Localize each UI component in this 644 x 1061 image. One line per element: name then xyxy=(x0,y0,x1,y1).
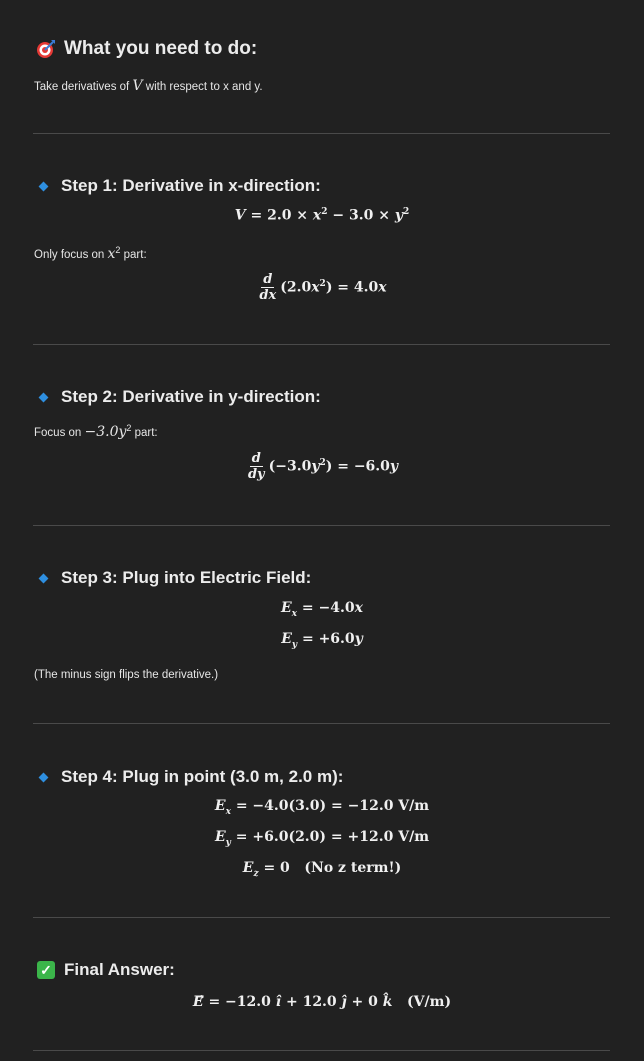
final-answer-heading xyxy=(37,960,175,980)
section-heading-task xyxy=(36,38,257,60)
step-2-note: Focus on $-3.0y^2$ part: xyxy=(34,423,158,440)
divider xyxy=(33,133,610,134)
diamond-icon xyxy=(39,392,49,402)
step-3-title: Step 3: Plug into Electric Field: xyxy=(61,568,312,587)
task-instruction: Take derivatives of V with respect to x and y. xyxy=(34,78,263,94)
step-1-equation: $V = 2.0 \times x^2 - 3.0 \times y^2$ xyxy=(234,207,410,224)
step-1-note: Only focus on $x^2$ part: xyxy=(34,245,147,262)
target-icon xyxy=(36,39,56,59)
step-1-result: $\frac{d}{dx}$ $(2.0x^2) = 4.0x$ xyxy=(259,272,387,303)
step-3-ex: $E_x = -4.0x$ xyxy=(281,600,363,619)
step-2-title: Step 2: Derivative in y-direction: xyxy=(61,387,321,406)
task-title: What you need to do: xyxy=(64,38,258,59)
step-1-title: Step 1: Derivative in x-direction: xyxy=(61,176,321,195)
divider xyxy=(33,344,610,345)
step-3-note: (The minus sign flips the derivative.) xyxy=(34,669,219,681)
step-3-ey: $E_y = +6.0y$ xyxy=(281,631,363,650)
step-2-result: $\frac{d}{dy}$ $(-3.0y^2) = -6.0y$ xyxy=(247,451,399,482)
diamond-icon xyxy=(39,573,49,583)
step-4-ez: $E_z = 0$ (No z term!) xyxy=(242,860,402,879)
step-4-ey: $E_y = +6.0(2.0) = +12.0$ V/m xyxy=(214,829,430,848)
step-4-heading xyxy=(40,767,343,787)
divider xyxy=(33,1050,610,1051)
final-answer-equation: E⃗ = −12.0 î + 12.0 ĵ + 0 k̂ (V/m) xyxy=(192,994,452,1010)
step-1-heading xyxy=(40,176,321,196)
diamond-icon xyxy=(39,181,49,191)
step-4-ex: $E_x = -4.0(3.0) = -12.0$ V/m xyxy=(214,798,430,817)
divider xyxy=(33,525,610,526)
divider xyxy=(33,723,610,724)
checkmark-icon: ✓ xyxy=(37,961,55,979)
final-title: Final Answer: xyxy=(64,960,175,979)
step-2-heading xyxy=(40,387,321,407)
step-4-title: Step 4: Plug in point (3.0 m, 2.0 m): xyxy=(61,767,344,786)
diamond-icon xyxy=(39,772,49,782)
step-3-heading xyxy=(40,568,311,588)
divider xyxy=(33,917,610,918)
